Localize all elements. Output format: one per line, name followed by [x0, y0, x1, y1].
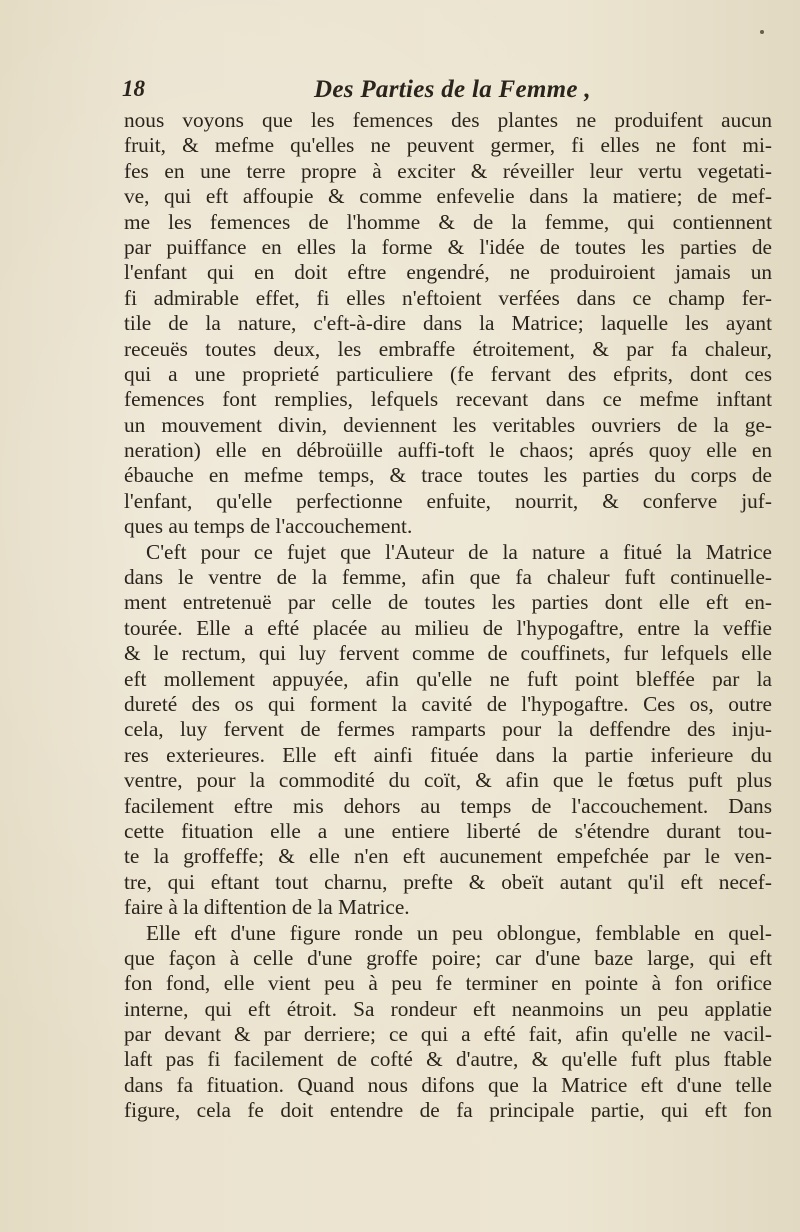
text-line: dureté des os qui forment la cavité de l'hypogaftre. Ces os, outre: [124, 691, 772, 716]
text-line: cela, luy fervent de fermes ramparts pour la deffendre des inju-: [124, 717, 772, 742]
text-line: tile de la nature, c'eft-à-dire dans la Matrice; laquelle les ayant: [124, 311, 772, 336]
text-line: facilement eftre mis dehors au temps de l'accouchement. Dans: [124, 793, 772, 818]
text-line: neration) elle en débroüille auffi-toft le chaos; aprés quoy elle en: [124, 438, 772, 463]
text-line: ventre, pour la commodité du coït, & afin que le fœtus puft plus: [124, 768, 772, 793]
text-line: que façon à celle d'une groffe poire; car d'une baze large, qui eft: [124, 945, 772, 970]
text-line: fruit, & mefme qu'elles ne peuvent germer, fi elles ne font mi-: [124, 133, 772, 158]
paper-speck: [760, 30, 764, 34]
text-line: nous voyons que les femences des plantes ne produifent aucun: [124, 108, 772, 132]
text-line: l'enfant qui en doit eftre engendré, ne produiroient jamais un: [124, 260, 772, 285]
text-line: me les femences de l'homme & de la femme, qui contiennent: [124, 209, 772, 234]
text-line: laft pas fi facilement de cofté & d'autre, & qu'elle fuft plus ftable: [124, 1047, 772, 1072]
text-line: eft mollement appuyée, afin qu'elle ne fuft point bleffée par la: [124, 666, 772, 691]
text-line: interne, qui eft étroit. Sa rondeur eft neanmoins un peu applatie: [124, 996, 772, 1021]
text-line: cette fituation elle a une entiere liberté de s'étendre durant tou-: [124, 818, 772, 843]
text-line: & le rectum, qui luy fervent comme de couffinets, fur lefquels elle: [124, 641, 772, 666]
text-line: receuës toutes deux, les embraffe étroitement, & par fa chaleur,: [124, 336, 772, 361]
text-line: tre, qui eftant tout charnu, prefte & obeït autant qu'il eft necef-: [124, 869, 772, 894]
body-text: [124, 108, 772, 1124]
text-line: dans fa fituation. Quand nous difons que la Matrice eft d'une telle: [124, 1072, 772, 1097]
text-line: dans le ventre de la femme, afin que fa chaleur fuft continuelle-: [124, 565, 772, 590]
text-line: par devant & par derriere; ce qui a efté fait, afin qu'elle ne vacil-: [124, 1022, 772, 1047]
paragraph-end-line: ques au temps de l'accouchement.: [124, 514, 413, 539]
paragraph-end-line: faire à la diftention de la Matrice.: [124, 895, 410, 920]
text-line: tourée. Elle a efté placée au milieu de l'hypogaftre, entre la veffie: [124, 615, 772, 640]
paragraph-start-line: Elle eft d'une figure ronde un peu oblongue, femblable en quel-: [146, 920, 772, 945]
text-line: figure, cela fe doit entendre de fa principale partie, qui eft fon: [124, 1098, 772, 1123]
paragraph-start-line: C'eft pour ce fujet que l'Auteur de la nature a fitué la Matrice: [146, 539, 772, 564]
text-line: par puiffance en elles la forme & l'idée de toutes les parties de: [124, 234, 772, 259]
text-line: femences font remplies, lefquels recevant dans ce mefme inftant: [124, 387, 772, 412]
text-line: ment entretenuë par celle de toutes les parties dont elle eft en-: [124, 590, 772, 615]
text-line: ébauche en mefme temps, & trace toutes les parties du corps de: [124, 463, 772, 488]
text-line: l'enfant, qu'elle perfectionne enfuite, nourrit, & conferve juf-: [124, 488, 772, 513]
text-line: fon fond, elle vient peu à peu fe terminer en pointe à fon orifice: [124, 971, 772, 996]
text-line: qui a une proprieté particuliere (fe fervant des efprits, dont ces: [124, 361, 772, 386]
running-title: Des Parties de la Femme ,: [314, 76, 591, 103]
text-line: un mouvement divin, deviennent les veritables ouvriers de la ge-: [124, 412, 772, 437]
text-line: fes en une terre propre à exciter & réveiller leur vertu vegetati-: [124, 158, 772, 183]
text-line: te la groffeffe; & elle n'en eft aucunement empefchée par le ven-: [124, 844, 772, 869]
page-number: 18: [122, 76, 145, 101]
text-line: fi admirable effet, fi elles n'eftoient verfées dans ce champ fer-: [124, 285, 772, 310]
text-line: ve, qui eft affoupie & comme enfevelie dans la matiere; de mef-: [124, 184, 772, 209]
text-line: res exterieures. Elle eft ainfi fituée dans la partie inferieure du: [124, 742, 772, 767]
